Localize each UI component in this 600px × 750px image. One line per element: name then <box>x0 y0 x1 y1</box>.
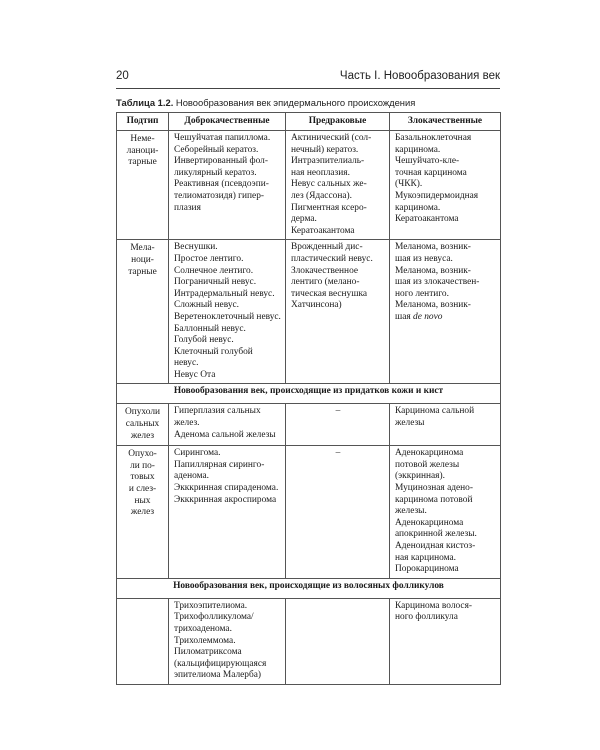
cell-line: железы. <box>395 506 427 517</box>
cell-line: телиоматозидя) гипер- <box>174 190 265 201</box>
table-header-row <box>117 113 501 131</box>
cell-line: желез. <box>174 418 200 429</box>
header-benign: Доброкачественные <box>169 113 286 131</box>
cell-line: и слез- <box>128 484 157 495</box>
section-title: Новообразования век, происходящие из придатков кожи и кист <box>117 384 501 404</box>
cell-line: Карцинома сальной <box>395 406 475 417</box>
subtype-cell <box>117 446 169 579</box>
cell-line: ного лентиго. <box>395 288 449 299</box>
italic-term: de novo <box>413 311 443 322</box>
cell-line: невус. <box>174 358 199 369</box>
cell-line: – <box>335 406 341 417</box>
cell-line: Опухо- <box>128 449 157 460</box>
cell-line: Трихоэпителиома. <box>174 600 248 611</box>
cell-line: Чешуйчато-кле- <box>395 156 460 167</box>
cell-line: Голубой невус. <box>174 335 234 346</box>
malignant-cell <box>390 446 501 579</box>
cell-line: желез <box>130 507 155 518</box>
caption-text: Новообразования век эпидермального происхождения <box>173 97 416 108</box>
cell-line: Инвертированный фол- <box>174 156 268 167</box>
cell-line: Врожденный дис- <box>291 242 363 253</box>
cell-line: (эккринная). <box>395 471 445 482</box>
cell-line: Аденокарцинома <box>395 517 464 528</box>
cell-line: Сирингома. <box>174 448 221 459</box>
cell-line: потовой железы <box>395 459 460 470</box>
cell-line: пластический невус. <box>291 253 373 264</box>
cell-line: аденома. <box>174 471 209 482</box>
cell-line: Баллонный невус. <box>174 323 246 334</box>
cell-line: эпителиома Малерба) <box>174 670 262 681</box>
cell-line: Карцинома волося- <box>395 600 473 611</box>
cell-line: Кератоакантома <box>395 214 459 225</box>
cell-line: Простое лентиго. <box>174 253 244 264</box>
premalignant-cell <box>286 404 390 446</box>
cell-line: тарные <box>128 266 157 277</box>
cell-line: лез (Ядассона). <box>291 190 352 201</box>
cell-line: Аденокарцинома <box>395 448 464 459</box>
cell-line: Мукоэпидермоидная <box>395 190 479 201</box>
cell-line: Меланома, возник- <box>395 300 471 311</box>
section-title: Новообразования век, происходящие из волосяных фолликулов <box>117 578 501 598</box>
cell-line: Веретеноклеточный невус. <box>174 311 281 322</box>
cell-line: карцинома потовой <box>395 494 473 505</box>
page-number: 20 <box>116 70 129 82</box>
malignant-cell <box>390 131 501 240</box>
cell-line: Интраэпителиаль- <box>291 156 365 167</box>
cell-line: шая из невуса. <box>395 253 453 264</box>
cell-line: Чешуйчатая папиллома. <box>174 133 271 143</box>
benign-cell <box>169 598 286 684</box>
table-row <box>117 404 501 446</box>
cell-line: (ЧКК). <box>395 179 423 190</box>
cell-line: плазия <box>174 202 201 213</box>
cell-line: Пигментная ксеро- <box>291 202 367 213</box>
cell-line: Солнечное лентиго. <box>174 265 254 276</box>
page-header <box>116 70 500 86</box>
cell-line: ная неоплазия. <box>291 167 350 178</box>
premalignant-cell <box>286 240 390 384</box>
benign-cell <box>169 446 286 579</box>
cell-line: апокринной железы. <box>395 529 477 540</box>
subtype-cell <box>117 404 169 446</box>
cell-line: (кальцифицирующаяся <box>174 658 267 669</box>
caption-label: Таблица 1.2. <box>116 97 174 108</box>
cell-line: Меланома, возник- <box>395 265 471 276</box>
section-header-row <box>117 578 501 598</box>
cell-line: Реактивная (псевдоэпи- <box>174 179 269 190</box>
cell-line: дерма. <box>291 214 317 225</box>
header-subtype: Подтип <box>117 113 169 131</box>
cell-line: Трихолеммома. <box>174 635 236 646</box>
cell-line: Папиллярная сиринго- <box>174 459 265 470</box>
cell-line: тарные <box>128 157 157 168</box>
cell-line: – <box>335 448 341 459</box>
cell-line: Базальноклеточная <box>395 133 472 143</box>
benign-cell <box>169 240 286 384</box>
cell-line: Аденоидная кистоз- <box>395 541 476 551</box>
premalignant-cell <box>286 446 390 579</box>
subtype-cell <box>117 240 169 384</box>
cell-line: шая из злокачествен- <box>395 277 480 288</box>
cell-line: трихоаденома. <box>174 623 232 634</box>
cell-line: Клеточный голубой <box>174 346 253 357</box>
premalignant-cell <box>286 131 390 240</box>
subtype-cell <box>117 131 169 240</box>
cell-line: железы <box>395 418 425 429</box>
cell-line: Интрадермальный невус. <box>174 288 275 299</box>
cell-line: Мела- <box>130 243 155 254</box>
cell-line: ноци- <box>131 254 154 265</box>
cell-line: Пограничный невус. <box>174 277 257 288</box>
neoplasm-table <box>116 112 501 685</box>
cell-line: товых <box>130 472 155 483</box>
running-head: Часть I. Новообразования век <box>339 70 500 82</box>
malignant-cell <box>390 240 501 384</box>
table-row <box>117 131 501 240</box>
cell-line: сальных <box>125 419 160 430</box>
header-premalignant: Предраковые <box>286 113 390 131</box>
header-rule <box>116 88 500 89</box>
cell-line: ного фолликула <box>395 612 458 623</box>
cell-line: ли по- <box>130 460 155 471</box>
cell-line: Опухоли <box>124 407 161 418</box>
table-row <box>117 598 501 684</box>
cell-line: ная карцинома. <box>395 552 457 563</box>
cell-line: Муцинозная адено- <box>395 483 473 494</box>
cell-line: Экккринная спираденома. <box>174 483 279 494</box>
cell-line: Себорейный кератоз. <box>174 144 259 155</box>
table-row <box>117 240 501 384</box>
section-header-row <box>117 384 501 404</box>
cell-line: нечный) кератоз. <box>291 144 359 155</box>
cell-line: Невус сальных же- <box>291 179 367 190</box>
cell-line: точная карцинома <box>395 167 467 178</box>
benign-cell <box>169 131 286 240</box>
cell-line: Меланома, возник- <box>395 242 471 253</box>
cell-line: лентиго (мелано- <box>291 277 360 288</box>
cell-line: ланоци- <box>126 145 159 156</box>
cell-line: ных <box>134 495 151 506</box>
cell-line: Трихофолликулома/ <box>174 612 254 623</box>
cell-line: Хатчинсона) <box>291 300 342 311</box>
cell-line: карцинома. <box>395 202 441 213</box>
cell-line: Гиперплазия сальных <box>174 406 261 417</box>
table-row <box>117 446 501 579</box>
subtype-cell <box>117 598 169 684</box>
cell-line: Сложный невус. <box>174 300 240 311</box>
cell-line: Кератоакантома <box>291 225 355 236</box>
cell-line: ликулярный кератоз. <box>174 167 257 178</box>
cell-line: Аденома сальной железы <box>174 429 276 440</box>
cell-line: Пиломатриксома <box>174 647 242 658</box>
header-malignant: Злокачественные <box>390 113 501 131</box>
cell-line: желез <box>130 430 155 441</box>
cell-line: Веснушки. <box>174 242 218 253</box>
malignant-cell <box>390 598 501 684</box>
cell-line: Экккринная акроспирома <box>174 494 277 505</box>
cell-line: Неме- <box>130 134 155 144</box>
cell-line: Невус Ота <box>174 369 216 380</box>
cell-line: Порокарцинома <box>395 564 459 575</box>
cell-line: Актинический (сол- <box>291 133 372 143</box>
cell-line: шая de novo <box>395 311 443 322</box>
premalignant-cell <box>286 598 390 684</box>
cell-line: тическая веснушка <box>291 288 368 299</box>
cell-line: Злокачественное <box>291 265 359 276</box>
malignant-cell <box>390 404 501 446</box>
cell-line: карцинома. <box>395 144 441 155</box>
benign-cell <box>169 404 286 446</box>
table-caption <box>116 97 506 108</box>
